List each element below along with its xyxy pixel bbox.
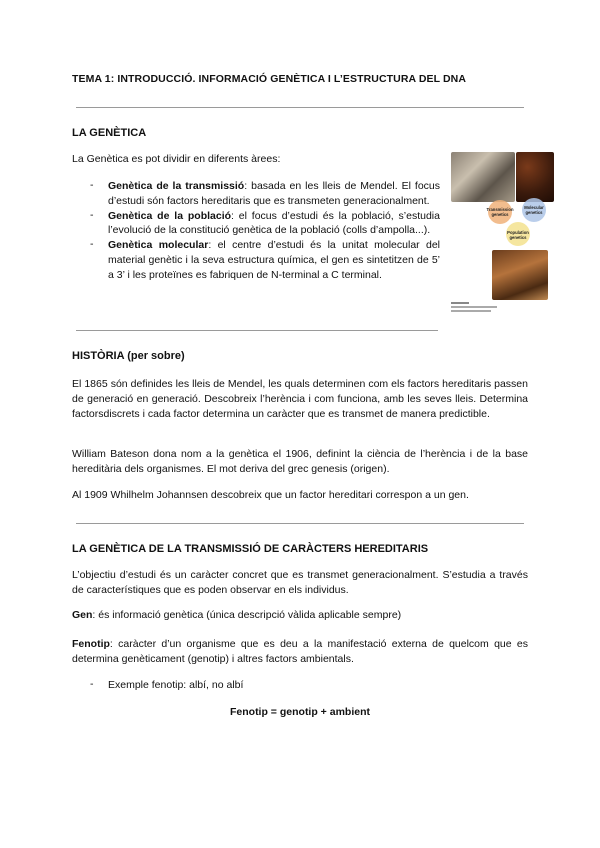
gen-term: Gen [72,609,93,621]
figure-caption [451,302,501,312]
history-paragraph: El 1865 són definides les lleis de Mendel, les quals determinen com els factors hereditaris passen de generació en generació. Descobreix l’herència i com funciona, amb les seves lleis. Determina factorsdiscrets i cada factor determina un caràcter que es transmet de manera predictible. [72,378,528,420]
page-title: TEMA 1: INTRODUCCIÓ. INFORMACIÓ GENÈTICA I L’ESTRUCTURA DEL DNA [72,73,467,85]
fish-photo [492,250,548,300]
divider [76,523,524,524]
formula: Fenotip = genotip + ambient [229,706,370,718]
section-heading-historia: HISTÒRIA (per sobre) [72,350,185,362]
area-term: Genètica de la transmissió [108,180,245,192]
gen-text: : és informació genètica (única descripció vàlida aplicable sempre) [92,609,402,621]
list-item: - Genètica molecular: el centre d’estudi és la unitat molecular del material genètic i la seva estructura química, el gen es sintetitzen de 5’ a 3’ i les proteïnes es fabriquen de N-terminal a C terminal. [90,238,441,281]
gen-definition [72,608,528,623]
history-paragraph: William Bateson dona nom a la genètica el 1906, definint la ciència de l’herència i de la base hereditària dels organismes. El mot deriva del grec genesis (origen). [72,448,528,475]
area-text: : basada en les lleis de Mendel. El focus d’estudi són factors hereditaris que es transmeten generacionalment. [108,180,440,207]
history-paragraph: Al 1909 Whilhelm Johannsen descobreix que un factor hereditari correspon a un gen. [72,489,469,501]
divider [76,330,438,331]
divider [76,107,524,108]
list-item: - Genètica de la població: el focus d’estudi és la població, s’estudia l’evolució de la constitució genètica de la població (colls d’ampolla...). [90,208,440,237]
area-text: : el focus d’estudi és la població, s’estudia l’evolució de la constitució genètica de la població (colls d’ampolla...). [108,209,440,237]
figure-label: Molecular genetics [524,205,544,215]
transmission-paragraph: L’objectiu d’estudi és un caràcter concret que es transmet generacionalment. S’estudia a través de característiques que es poden observar en els individus. [72,569,528,596]
section-heading-transmissio: LA GENÈTICA DE LA TRANSMISSIÓ DE CARÀCTERS HEREDITARIS [72,543,429,555]
genetics-areas-figure [448,150,548,320]
figure-label: Population genetics [507,230,529,240]
cats-photo [451,152,515,202]
area-text: : el centre d’estudi és la unitat molecular del material genètic i la seva estructura química, el gen es sintetitzen de 5’ a 3’ i les proteïnes es fabriquen de N-terminal a C terminal. [108,239,441,281]
corn-photo [516,152,554,202]
fenotip-definition [72,637,528,667]
area-term: Genètica de la població [108,209,232,222]
areas-list [90,179,440,283]
fenotip-text: : caràcter d’un organisme que es deu a la manifestació externa de quelcom que es determina genèticament (genotip) i altres factors ambientals. [72,638,528,665]
area-term: Genètica molecular [108,239,209,252]
list-item: - Genètica de la transmissió: basada en les lleis de Mendel. El focus d’estudi són factors hereditaris que es transmeten generacionalment. [90,179,440,207]
intro-text: La Genètica es pot dividir en diferents àrees: [72,153,281,165]
fenotip-term: Fenotip [72,638,110,650]
figure-label: Transmission genetics [486,207,514,217]
list-item: - Exemple fenotip: albí, no albí [90,678,490,693]
section-heading-genetica: LA GENÈTICA [72,127,147,139]
example-text: Exemple fenotip: albí, no albí [108,679,244,691]
